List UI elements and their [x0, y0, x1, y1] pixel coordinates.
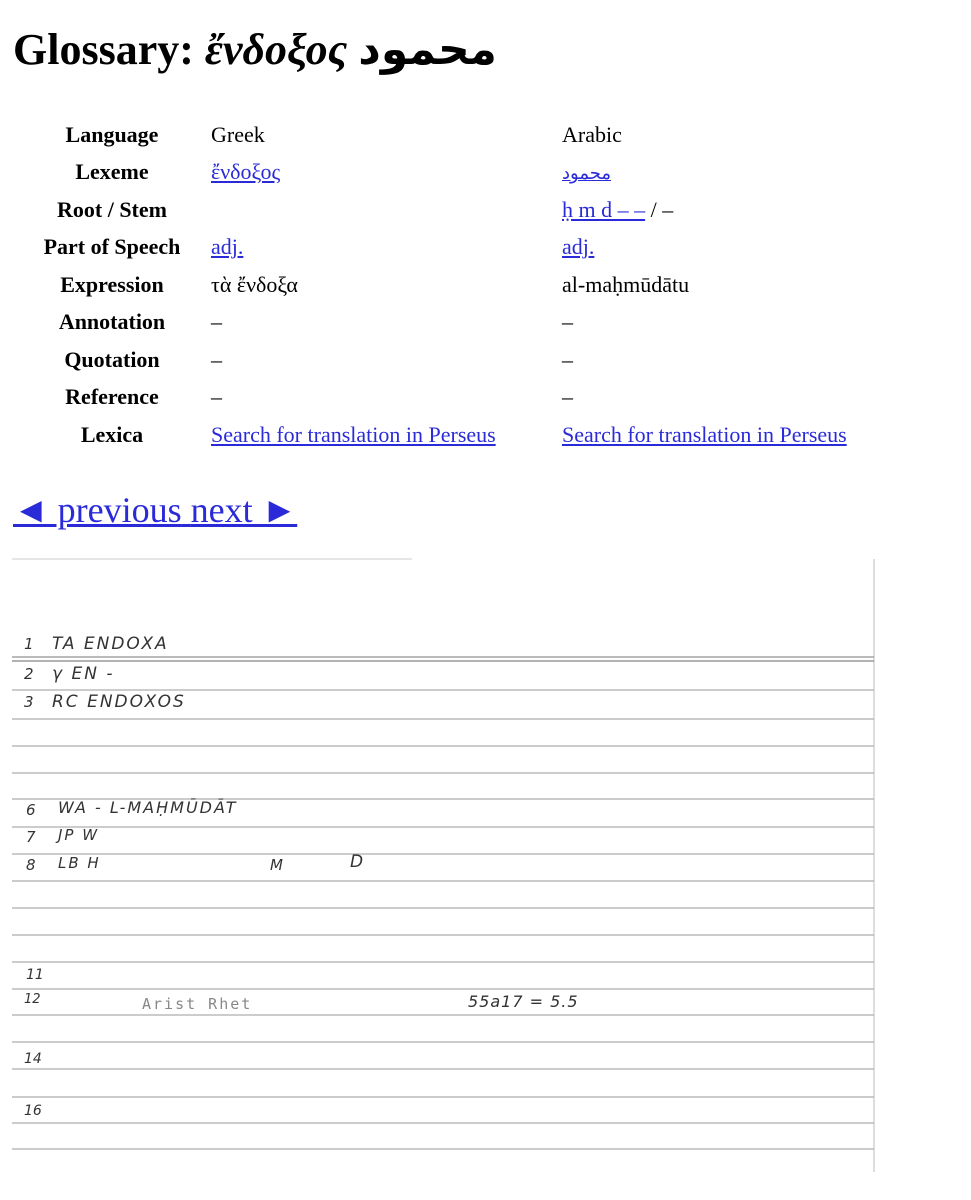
greek-reference: –	[211, 384, 222, 410]
greek-pos-link[interactable]: adj.	[211, 234, 244, 260]
arabic-lexeme-link[interactable]: محمود	[562, 163, 611, 185]
card-line-text: M	[270, 856, 283, 874]
greek-quotation: –	[211, 346, 222, 372]
card-line-text: RC ENDOXOS	[52, 692, 186, 712]
arabic-perseus-link[interactable]: Search for translation in Perseus	[562, 421, 847, 447]
card-line-number: 8	[26, 856, 36, 874]
pagination-nav	[13, 488, 297, 532]
arabic-expression: al-maḥmūdātu	[562, 271, 690, 297]
table-row	[28, 116, 896, 154]
card-line-number: 16	[24, 1103, 42, 1119]
card-line-number: 2	[24, 665, 34, 683]
card-line-number: 11	[26, 967, 44, 983]
card-line-text: γ EN -	[52, 664, 115, 684]
row-label-quotation: Quotation	[64, 346, 160, 372]
title-arabic: محمود	[358, 24, 497, 75]
arabic-root-link[interactable]: ḥ m d – –	[562, 196, 646, 222]
next-link[interactable]: next ►	[190, 490, 298, 530]
index-card-scan	[12, 557, 878, 1174]
page-title	[13, 22, 497, 78]
arabic-pos-link[interactable]: adj.	[562, 234, 595, 260]
table-row	[28, 191, 896, 229]
greek-perseus-link[interactable]: Search for translation in Perseus	[211, 421, 496, 447]
card-reference-number: 55a17 = 5.5	[468, 992, 579, 1011]
table-row	[28, 266, 896, 304]
arabic-annotation: –	[562, 309, 573, 335]
title-greek: ἔνδοξος	[204, 25, 348, 74]
table-row	[28, 304, 896, 342]
card-line-text: D	[350, 852, 364, 872]
row-label-annotation: Annotation	[58, 309, 166, 335]
table-row	[28, 416, 896, 454]
card-line-number: 12	[24, 992, 41, 1007]
greek-root	[196, 191, 552, 229]
greek-lexeme-link[interactable]: ἔνδοξος	[211, 159, 281, 185]
table-row	[28, 379, 896, 417]
arabic-stem: / –	[645, 196, 674, 222]
row-label-reference: Reference	[65, 384, 159, 410]
card-reference-text: Arist Rhet	[142, 995, 253, 1013]
card-line-text: WA - L-MAḤMŪDĀT	[58, 798, 238, 817]
title-prefix: Glossary:	[13, 25, 194, 74]
card-line-number: 3	[24, 693, 34, 711]
arabic-language: Arabic	[562, 121, 622, 147]
row-label-root-stem: Root / Stem	[57, 196, 167, 222]
card-line-text: LB H	[58, 854, 101, 872]
glossary-table	[28, 116, 896, 454]
arabic-reference: –	[562, 384, 573, 410]
row-label-lexeme: Lexeme	[75, 159, 149, 185]
row-label-language: Language	[65, 121, 159, 147]
card-line-number: 6	[26, 801, 36, 819]
table-row	[28, 229, 896, 267]
row-label-lexica: Lexica	[80, 421, 144, 447]
previous-link[interactable]: ◄ previous next ►	[13, 490, 298, 530]
card-line-text: TA ENDOXA	[52, 634, 169, 654]
table-row	[28, 341, 896, 379]
greek-language: Greek	[211, 121, 265, 147]
row-label-part-of-speech: Part of Speech	[43, 234, 181, 260]
card-line-number: 7	[26, 828, 36, 846]
row-label-expression: Expression	[60, 271, 164, 297]
greek-expression: τὰ ἔνδοξα	[211, 271, 298, 297]
arabic-quotation: –	[562, 346, 573, 372]
table-row	[28, 154, 896, 192]
greek-annotation: –	[211, 309, 222, 335]
card-line-number: 14	[24, 1051, 42, 1067]
card-line-number: 1	[24, 635, 34, 653]
card-line-text: JP W	[58, 826, 100, 844]
